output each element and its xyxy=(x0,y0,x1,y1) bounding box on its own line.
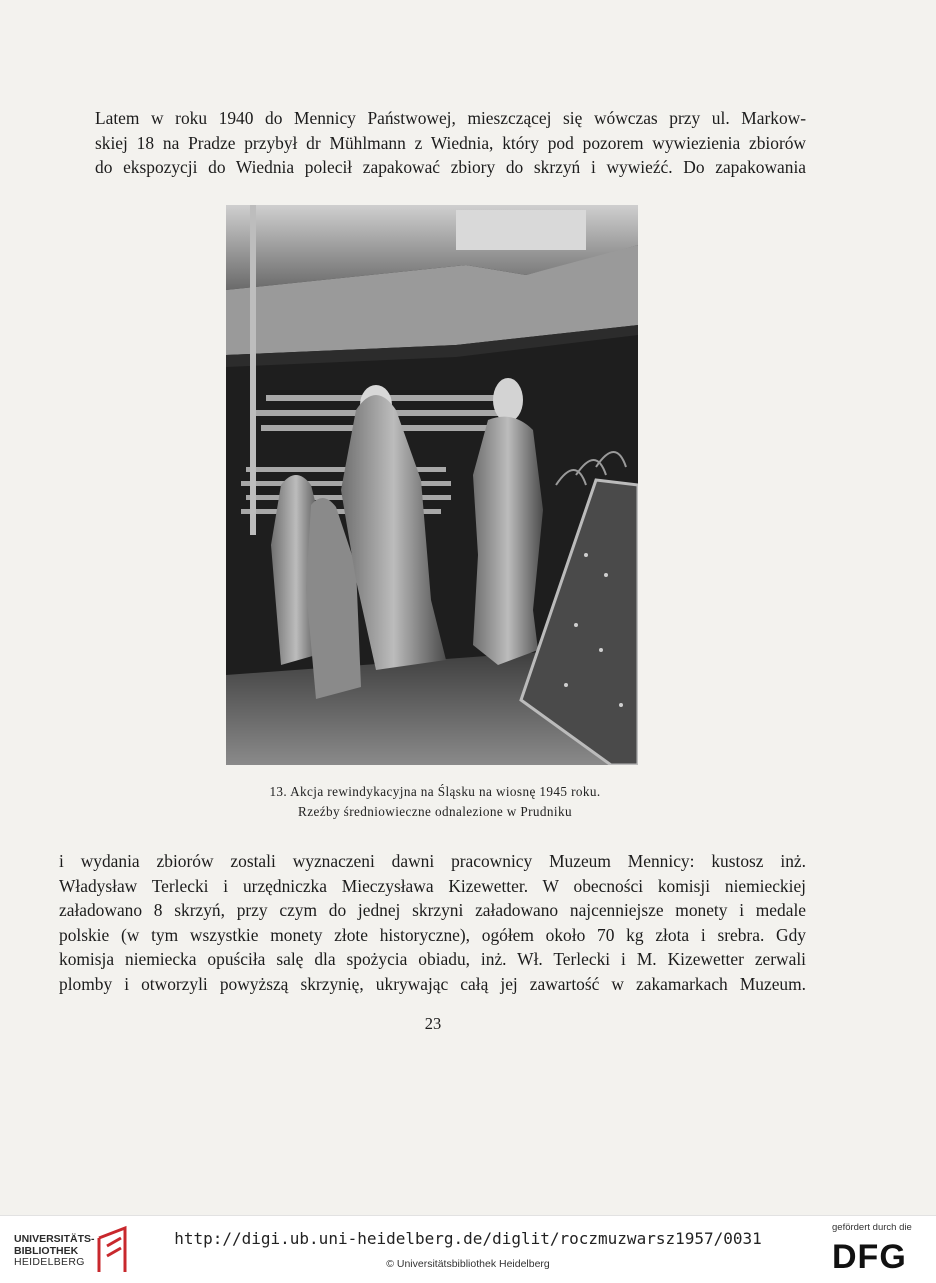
viewer-footer xyxy=(0,1215,936,1283)
top-line-3: do ekspozycji do Wiednia polecił zapakować zbiory do skrzyń i wywieźć. Do zapakowania xyxy=(95,157,806,177)
bottom-line-1: i wydania zbiorów zostali wyznaczeni dawni pracownicy Muzeum Mennicy: kustosz inż. xyxy=(59,851,806,871)
figure-caption-line-2: Rzeźby średniowieczne odnalezione w Prudniku xyxy=(298,804,572,819)
funding-note: gefördert durch die xyxy=(832,1222,912,1233)
library-name-line-1: UNIVERSITÄTS- xyxy=(14,1233,95,1245)
library-name-line-2: BIBLIOTHEK xyxy=(14,1244,79,1257)
bottom-line-5: komisja niemiecka opuściła salę dla spożycia obiadu, inż. Wł. Terlecki i M. Kizewetter zerwali xyxy=(59,949,806,969)
library-name-line-3: HEIDELBERG xyxy=(14,1256,85,1268)
top-line-2: skiej 18 na Pradze przybył dr Mühlmann z Wiednia, który pod pozorem wywiezienia zbiorów xyxy=(95,132,806,153)
top-line-1: Latem w roku 1940 do Mennicy Państwowej, mieszczącej się wówczas przy ul. Markow- xyxy=(95,108,806,128)
figure-photo-medieval-sculptures xyxy=(226,205,638,765)
bottom-line-3: załadowano 8 skrzyń, przy czym do jednej skrzyni załadowano najcenniejsze monety i medale xyxy=(59,900,806,920)
svg-text:DFG: DFG xyxy=(832,1238,907,1272)
document-url-link[interactable]: http://digi.ub.uni-heidelberg.de/diglit/roczmuzwarsz1957/0031 xyxy=(174,1229,762,1248)
dfg-logo-icon[interactable] xyxy=(832,1238,924,1272)
page-number: 23 xyxy=(424,1014,442,1033)
bottom-line-2: Władysław Terlecki i urzędniczka Mieczysława Kizewetter. W obecności komisji niemieckiej xyxy=(59,875,806,896)
copyright-notice: © Universitätsbibliothek Heidelberg xyxy=(386,1258,550,1270)
bottom-line-4: polskie (w tym wszystkie monety złote historyczne), ogółem około 70 kg złota i srebra. Gdy xyxy=(59,924,806,945)
bottom-line-6: plomby i otworzyli powyższą skrzynię, ukrywając całą jej zawartość w zakamarkach Muzeum. xyxy=(59,973,806,994)
top-paragraph xyxy=(59,106,806,180)
figure-caption-line-1: 13. Akcja rewindykacyjna na Śląsku na wiosnę 1945 roku. xyxy=(269,784,601,799)
bottom-paragraph xyxy=(59,849,806,996)
